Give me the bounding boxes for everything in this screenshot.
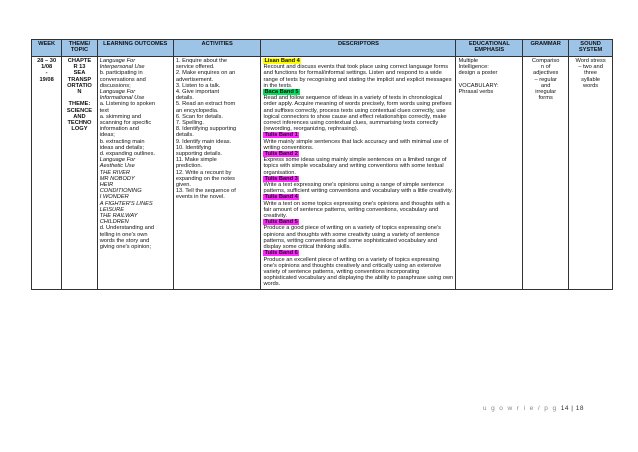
- learning-outcome-line: Language For: [99, 58, 136, 64]
- grammar-line: – regular: [534, 76, 557, 83]
- learning-outcome-line: THE RIVER: [99, 169, 131, 176]
- sound-system-line: – two and: [578, 64, 603, 71]
- theme-line: LOGY: [71, 126, 88, 133]
- table-row: [32, 57, 613, 290]
- header-theme: THEME/ TOPIC: [62, 40, 97, 57]
- header-row: [32, 40, 613, 57]
- cell-theme: [62, 57, 97, 290]
- learning-outcome-line: words the story and: [99, 237, 150, 244]
- band-label: Tulis Band 6: [264, 250, 298, 257]
- descriptor-text: Write a text on some topics expressing one's opinions and thoughts with a fair amount of sentence patterns, writing conventions, vocabulary and creativity.: [263, 200, 450, 220]
- learning-outcome-line: THE RAILWAY: [99, 213, 138, 220]
- activity-line: 5. Read an extract from: [175, 101, 236, 108]
- theme-line: CHAPTE: [67, 58, 92, 64]
- learning-outcome-line: information and: [99, 126, 139, 133]
- learning-outcome-line: a. skimming and: [99, 113, 142, 120]
- activity-line: 6. Scan for details.: [175, 113, 223, 120]
- sound-system-line: three: [584, 70, 598, 77]
- descriptor-text: Produce a good piece of writing on a variety of topics expressing one's opinions and thoughts with some creativity using a variety of sentence patterns, writing conventions and some sophisticated vocabulary and display some critical thinking skills.: [263, 225, 441, 251]
- theme-line: THEME:: [68, 101, 91, 108]
- lesson-plan-table: [31, 39, 613, 290]
- learning-outcome-line: I WONDER: [99, 194, 129, 201]
- cell-educational-emphasis: [456, 57, 523, 290]
- activity-line: 8. Identifying supporting: [175, 126, 237, 133]
- theme-line: TECHNO: [67, 120, 92, 127]
- activity-line: 1. Enquire about the: [175, 58, 228, 64]
- learning-outcome-line: ideas;: [99, 132, 115, 139]
- cell-activities: [173, 57, 261, 290]
- activity-line: supporting details.: [175, 151, 222, 158]
- cell-grammar: [523, 57, 569, 290]
- theme-line: TRANSP: [67, 76, 92, 83]
- learning-outcome-line: conversations and: [99, 76, 146, 83]
- learning-outcome-line: discussions;: [99, 82, 131, 89]
- educational-emphasis-line: Phrasal verbs: [458, 89, 494, 96]
- descriptor-block: [263, 89, 453, 132]
- sound-system-line: syllable: [581, 76, 601, 83]
- activity-line: 9. Identify main ideas.: [175, 138, 232, 145]
- educational-emphasis-line: design a poster: [458, 70, 498, 77]
- activity-line: 10. Identifying: [175, 144, 212, 151]
- descriptor-block: [263, 250, 453, 287]
- activity-line: events in the novel.: [175, 194, 225, 201]
- learning-outcome-line: b. extracting main: [99, 138, 145, 145]
- educational-emphasis-line: VOCABULARY:: [458, 82, 499, 89]
- descriptor-text: Write mainly simple sentences that lack accuracy and with minimal use of writing conventions.: [263, 138, 449, 151]
- learning-outcome-line: d. Understanding and: [99, 225, 155, 232]
- descriptor-block: [263, 58, 453, 89]
- learning-outcome-line: CHILDREN: [99, 219, 129, 226]
- theme-line: N: [77, 89, 82, 96]
- learning-outcome-line: Language For: [99, 157, 136, 164]
- learning-outcome-line: scanning for specific: [99, 120, 152, 127]
- sound-system-line: words: [582, 82, 599, 89]
- header-activities: ACTIVITIES: [173, 40, 261, 57]
- activity-line: details.: [175, 132, 194, 139]
- band-label: Tulis Band 2: [264, 151, 298, 158]
- activity-line: 11. Make simple: [175, 157, 217, 164]
- activity-line: given.: [175, 182, 192, 189]
- learning-outcome-line: b. participating in: [99, 70, 143, 77]
- learning-outcome-line: Aesthetic Use: [99, 163, 135, 170]
- header-sound-system: SOUND SYSTEM: [569, 40, 613, 57]
- header-descriptors: DESCRIPTORS: [261, 40, 456, 57]
- learning-outcome-line: A FIGHTER'S LINES: [99, 200, 153, 207]
- learning-outcome-line: LEISURE: [99, 206, 125, 213]
- grammar-line: and: [540, 82, 551, 89]
- theme-line: SEA: [73, 70, 86, 77]
- activity-line: expanding on the notes: [175, 175, 235, 182]
- activity-line: 12. Write a recount by: [175, 169, 232, 176]
- grammar-line: adjectives: [533, 70, 559, 77]
- descriptor-block: [263, 194, 453, 219]
- activity-line: 2. Make enquires on an: [175, 70, 236, 77]
- educational-emphasis-line: Intelligence:: [458, 64, 489, 71]
- sound-system-line: Word stress: [575, 58, 606, 64]
- activity-line: service offered.: [175, 64, 215, 71]
- page-footer: [483, 405, 584, 412]
- footer-page-number: 14 | 18: [560, 405, 584, 412]
- theme-line: AND: [73, 113, 86, 120]
- descriptor-block: [263, 151, 453, 176]
- activity-line: details.: [175, 95, 194, 102]
- activity-line: 4. Give important: [175, 89, 220, 96]
- grammar-line: Compariso: [531, 58, 560, 64]
- learning-outcome-line: MR NOBODY: [99, 175, 135, 182]
- grammar-line: irregular: [535, 89, 557, 96]
- band-label: Tulis Band 1: [264, 132, 298, 139]
- learning-outcome-line: d. expanding outlines.: [99, 151, 156, 158]
- week-line: -: [45, 70, 48, 77]
- descriptor-text: Produce an excellent piece of writing on a variety of topics expressing one's opinions and thoughts creatively and critically using an extensive variety of sentence patterns, writing conventions incorporating sophisticated vocabulary and displaying the ability to paraphrase using own words.: [263, 256, 454, 288]
- activity-line: 3. Listen to a talk.: [175, 82, 221, 89]
- header-week: WEEK: [32, 40, 62, 57]
- descriptor-block: [263, 219, 453, 250]
- header-educational-emphasis: EDUCATIONAL EMPHASIS: [456, 40, 523, 57]
- descriptor-text: Express some ideas using mainly simple sentences on a limited range of topics with simple vocabulary and writing conventions with some textual organisation.: [263, 157, 447, 176]
- learning-outcome-line: a. Listening to spoken: [99, 101, 156, 108]
- cell-sound-system: [569, 57, 613, 290]
- band-label: Tulis Band 3: [264, 175, 298, 182]
- learning-outcome-line: Informational Use: [99, 95, 145, 102]
- activity-line: prediction.: [175, 163, 203, 170]
- footer-site: u g o w r i e / p g: [482, 405, 558, 412]
- activity-line: an encyclopedia.: [175, 107, 219, 114]
- activity-line: 13. Tell the sequence of: [175, 188, 236, 195]
- week-line: 19/08: [39, 76, 54, 83]
- cell-descriptors: [261, 57, 456, 290]
- learning-outcome-line: HEIR: [99, 182, 114, 189]
- descriptor-text: Read and follow sequence of ideas in a variety of texts in chronological order apply. Acquire meaning of words precisely, form words using prefixes and suffixes correctly, process texts using contextual clues correctly, use logical connectors to show cause and effect relationships correctly, make correct inferences using contextual clues, summarising texts correctly (rewording, reorganizing, rephrasing).: [263, 95, 452, 133]
- band-label: Tulis Band 4: [264, 194, 298, 201]
- theme-line: ORTATIO: [67, 82, 92, 89]
- learning-outcome-line: telling in one's own: [99, 231, 148, 238]
- week-line: 28 – 30: [37, 58, 57, 64]
- learning-outcome-line: giving one's opinion;: [99, 244, 152, 251]
- week-line: 1/08: [41, 64, 53, 71]
- learning-outcome-line: text: [99, 107, 109, 114]
- band-label: Baca Band 5: [264, 89, 299, 96]
- grammar-line: n of: [540, 64, 551, 71]
- descriptor-block: [263, 176, 453, 195]
- theme-line: SCIENCE: [66, 107, 93, 114]
- theme-line: R 13: [73, 64, 86, 71]
- activity-line: advertisement.: [175, 76, 214, 83]
- learning-outcome-line: ideas and details;: [99, 144, 144, 151]
- descriptor-text: Recount and discuss events that took place using correct language forms and functions for formal/informal settings. Listen and respond to a wide range of texts by recognising and stating the implicit and explicit messages in the texts.: [263, 64, 452, 89]
- learning-outcome-line: CONDITIONING: [99, 188, 142, 195]
- educational-emphasis-line: Multiple: [458, 58, 479, 64]
- activity-line: 7. Spelling.: [175, 120, 204, 127]
- learning-outcome-line: Interpersonal Use: [99, 64, 145, 71]
- cell-learning-outcomes: [97, 57, 173, 290]
- band-label: Lisan Band 4: [264, 58, 300, 64]
- descriptor-block: [263, 132, 453, 151]
- learning-outcome-line: Language For: [99, 89, 136, 96]
- descriptor-text: Write a text expressing one's opinions using a range of simple sentence patterns, sufficient writing conventions and vocabulary with a little creativity.: [263, 182, 453, 195]
- header-grammar: GRAMMAR: [523, 40, 569, 57]
- cell-week: [32, 57, 62, 290]
- header-learning-outcomes: LEARNING OUTCOMES: [97, 40, 173, 57]
- grammar-line: forms: [538, 95, 553, 102]
- band-label: Tulis Band 5: [264, 219, 298, 226]
